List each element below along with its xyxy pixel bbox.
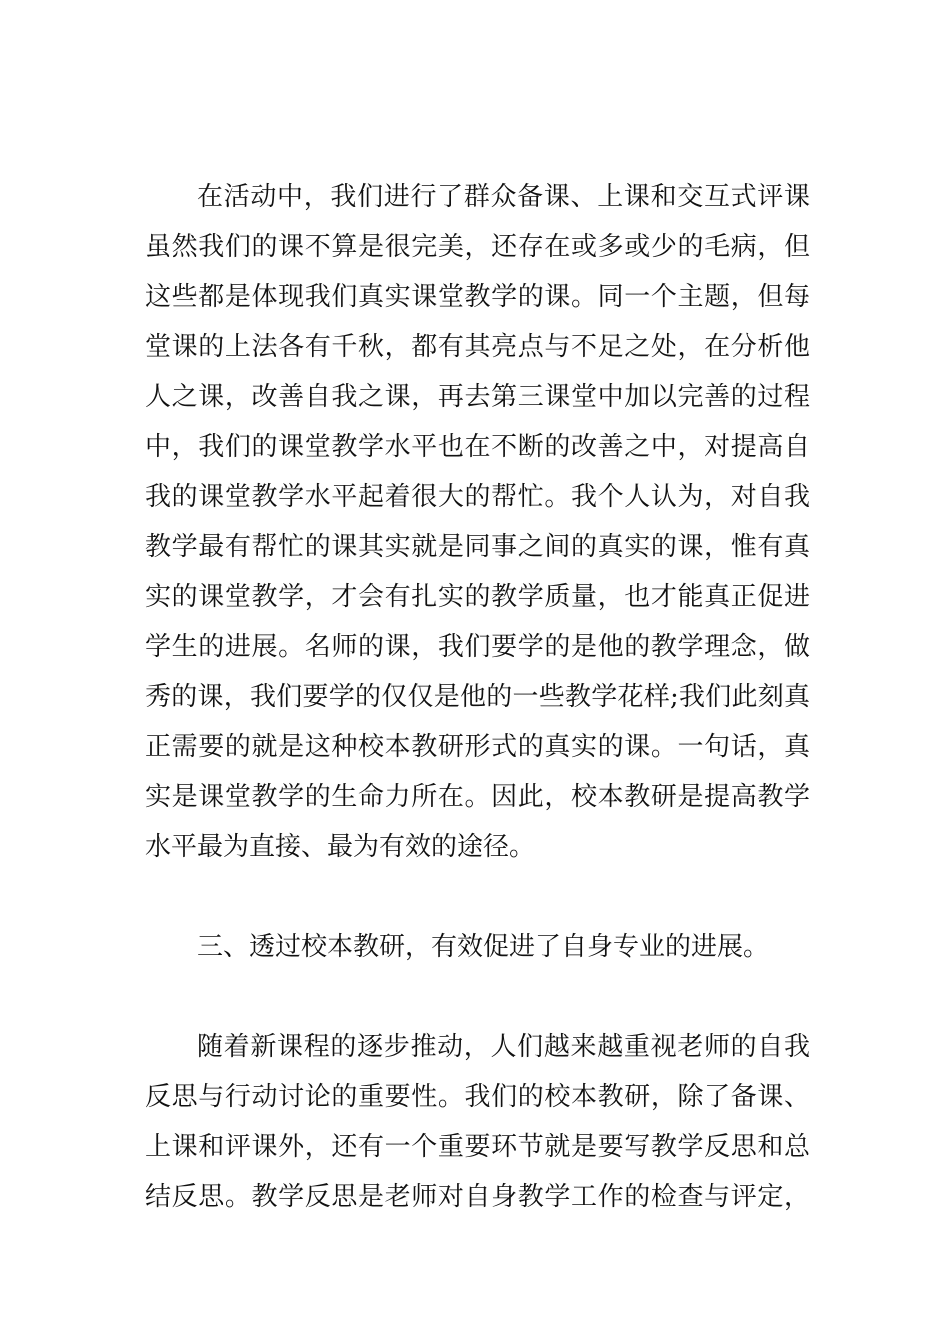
paragraph-2-line-4: 结反思。教学反思是老师对自身教学工作的检查与评定，	[145, 1182, 810, 1212]
paragraph-1-line-5: 人之课，改善自我之课，再去第三课堂中加以完善的过程	[145, 382, 810, 412]
paragraph-1-line-2: 虽然我们的课不算是很完美，还存在或多或少的毛病，但	[145, 232, 810, 262]
paragraph-1-line-13: 实是课堂教学的生命力所在。因此，校本教研是提高教学	[145, 782, 810, 812]
paragraph-1-line-3: 这些都是体现我们真实课堂教学的课。同一个主题，但每	[145, 282, 810, 312]
paragraph-2-line-3: 上课和评课外，还有一个重要环节就是要写教学反思和总	[145, 1132, 810, 1162]
paragraph-1-line-12: 正需要的就是这种校本教研形式的真实的课。一句话，真	[145, 732, 810, 762]
paragraph-1-line-4: 堂课的上法各有千秋，都有其亮点与不足之处，在分析他	[145, 332, 810, 362]
paragraph-1-line-7: 我的课堂教学水平起着很大的帮忙。我个人认为，对自我	[145, 482, 810, 512]
paragraph-1-line-8: 教学最有帮忙的课其实就是同事之间的真实的课，惟有真	[145, 532, 810, 562]
paragraph-1-line-9: 实的课堂教学，才会有扎实的教学质量，也才能真正促进	[145, 582, 810, 612]
paragraph-1-line-10: 学生的进展。名师的课，我们要学的是他的教学理念，做	[145, 632, 810, 662]
section-heading-3: 三、透过校本教研，有效促进了自身专业的进展。	[197, 932, 770, 962]
paragraph-1-line-14: 水平最为直接、最为有效的途径。	[145, 832, 536, 862]
paragraph-1-line-11: 秀的课，我们要学的仅仅是他的一些教学花样;我们此刻真	[145, 682, 810, 712]
paragraph-1-line-6: 中，我们的课堂教学水平也在不断的改善之中，对提高自	[145, 432, 810, 462]
paragraph-2-line-2: 反思与行动讨论的重要性。我们的校本教研，除了备课、	[145, 1082, 810, 1112]
paragraph-1-line-1: 在活动中，我们进行了群众备课、上课和交互式评课	[197, 182, 810, 212]
paragraph-2-line-1: 随着新课程的逐步推动，人们越来越重视老师的自我	[197, 1032, 810, 1062]
